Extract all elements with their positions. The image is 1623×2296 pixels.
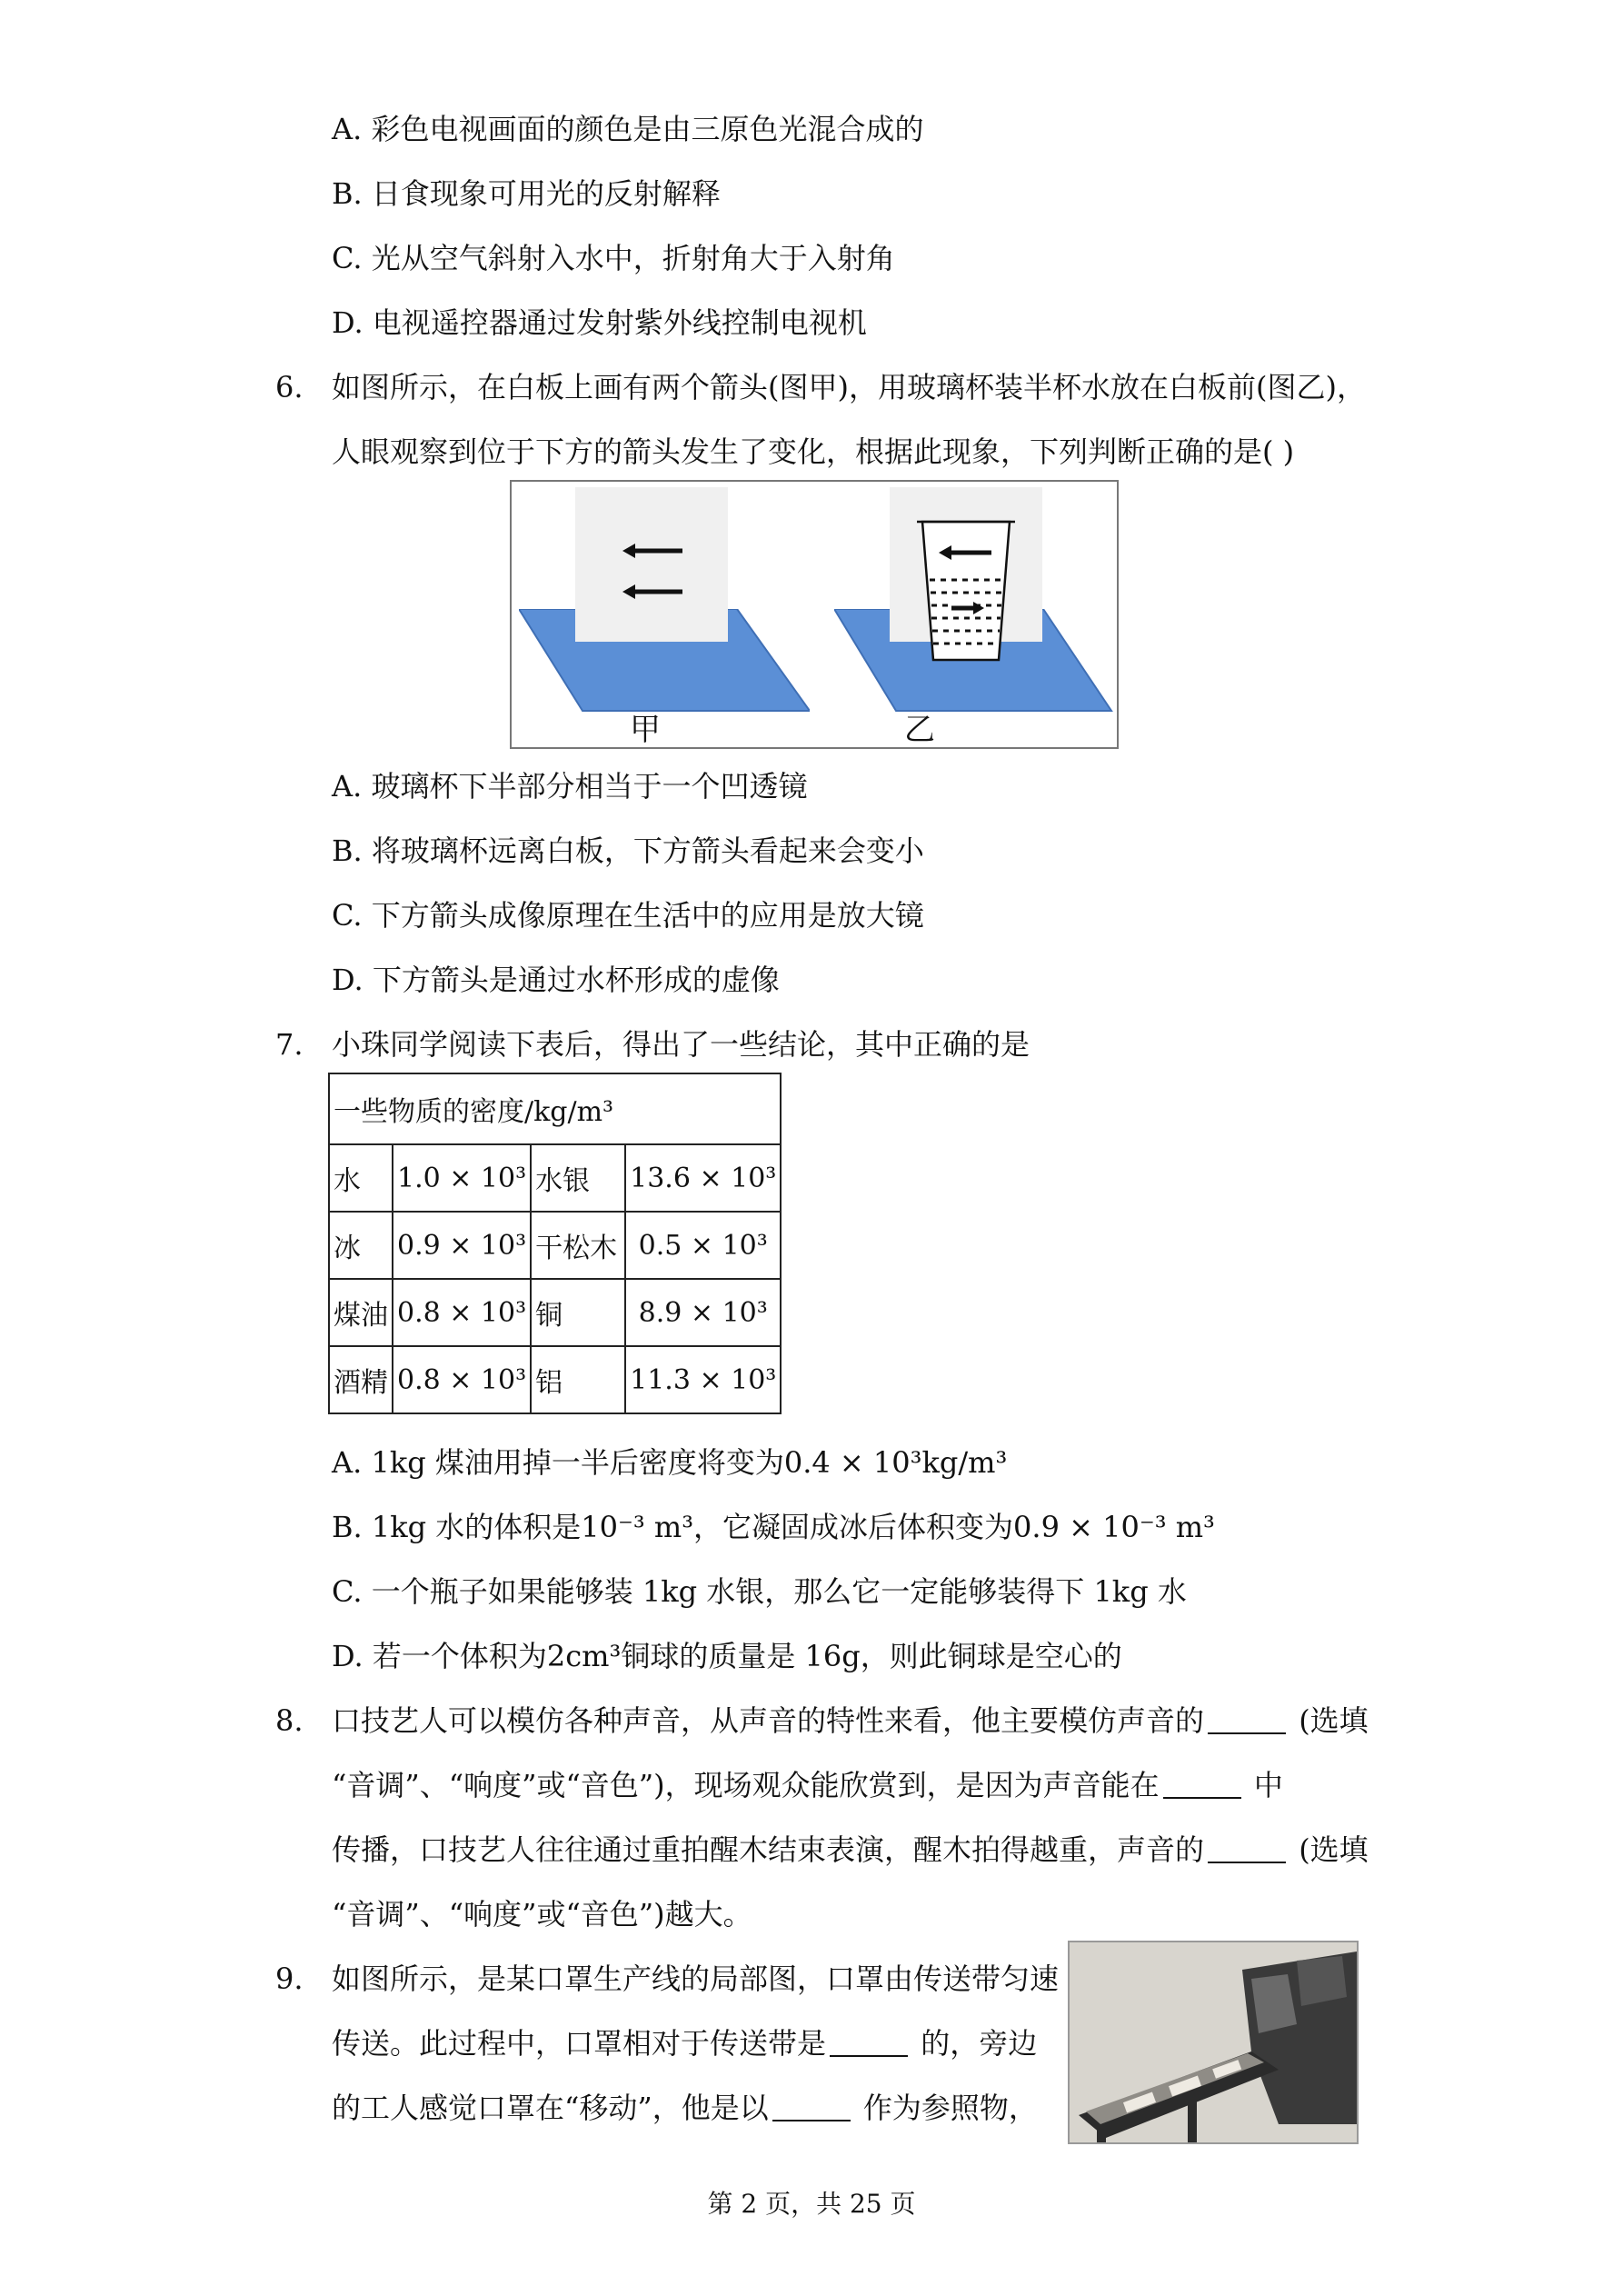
q9-line2 bbox=[332, 2023, 1037, 2063]
q7-option-a: A. 1kg 煤油用掉一半后密度将变为0.4 × 10³kg/m³ bbox=[332, 1445, 1008, 1480]
q8-line3-text: 传播，口技艺人往往通过重拍醒木结束表演，醒木拍得越重，声音的 bbox=[332, 1832, 1205, 1867]
q9-line3-tail: 作为参照物， bbox=[853, 2091, 1038, 2125]
q6-option-b: B. 将玻璃杯远离白板，下方箭头看起来会变小 bbox=[332, 834, 924, 868]
q7-number: 7. bbox=[275, 1027, 304, 1062]
table-cell: 8.9 × 10³ bbox=[625, 1279, 781, 1346]
q8-line2-text: “音调”、“响度”或“音色”)，现场观众能欣赏到，是因为声音能在 bbox=[332, 1768, 1160, 1802]
q9-line2-text: 传送。此过程中，口罩相对于传送带是 bbox=[332, 2026, 827, 2061]
table-title-row bbox=[329, 1073, 781, 1144]
table-row bbox=[329, 1144, 781, 1212]
glass-of-water-icon bbox=[890, 487, 1042, 669]
caption-right: 乙 bbox=[904, 712, 935, 748]
mask-production-line-photo bbox=[1068, 1941, 1359, 2144]
q9-line3 bbox=[332, 2088, 1038, 2128]
q6-stem-line1: 如图所示，在白板上画有两个箭头(图甲)，用玻璃杯装半杯水放在白板前(图乙)， bbox=[332, 370, 1366, 404]
q8-line3 bbox=[332, 1830, 1369, 1870]
q5-option-c: C. 光从空气斜射入水中，折射角大于入射角 bbox=[332, 241, 895, 275]
whiteboard-left bbox=[575, 487, 728, 642]
q8-line1-text: 口技艺人可以模仿各种声音，从声音的特性来看，他主要模仿声音的 bbox=[332, 1703, 1205, 1738]
conveyor-belt-icon bbox=[1070, 1942, 1357, 2142]
table-cell: 0.8 × 10³ bbox=[393, 1346, 531, 1413]
arrows-left-icon bbox=[575, 487, 728, 642]
q5-option-a: A. 彩色电视画面的颜色是由三原色光混合成的 bbox=[332, 112, 924, 146]
density-table bbox=[328, 1073, 782, 1414]
table-cell: 水银 bbox=[531, 1144, 625, 1212]
q6-figure bbox=[510, 480, 1119, 749]
table-row bbox=[329, 1212, 781, 1279]
table-cell: 干松木 bbox=[531, 1212, 625, 1279]
q8-line3-tail: (选填 bbox=[1289, 1832, 1369, 1867]
q6-option-c: C. 下方箭头成像原理在生活中的应用是放大镜 bbox=[332, 898, 924, 933]
q7-option-d: D. 若一个体积为2cm³铜球的质量是 16g，则此铜球是空心的 bbox=[332, 1639, 1122, 1673]
q5-option-b: B. 日食现象可用光的反射解释 bbox=[332, 176, 721, 211]
table-row bbox=[329, 1279, 781, 1346]
q8-line2 bbox=[332, 1765, 1283, 1805]
q9-number: 9. bbox=[275, 1962, 304, 1996]
table-cell: 冰 bbox=[329, 1212, 393, 1279]
page-footer: 第 2 页，共 25 页 bbox=[707, 2189, 916, 2219]
table-cell: 0.5 × 10³ bbox=[625, 1212, 781, 1279]
q9-line2-tail: 的，旁边 bbox=[911, 2026, 1038, 2061]
q9-line3-text: 的工人感觉口罩在“移动”，他是以 bbox=[332, 2091, 769, 2125]
q7-option-b: B. 1kg 水的体积是10⁻³ m³，它凝固成冰后体积变为0.9 × 10⁻³ m³ bbox=[332, 1510, 1215, 1544]
q5-option-d: D. 电视遥控器通过发射紫外线控制电视机 bbox=[332, 305, 867, 340]
q8-line4: “音调”、“响度”或“音色”)越大。 bbox=[332, 1897, 752, 1932]
table-cell: 铝 bbox=[531, 1346, 625, 1413]
q8-number: 8. bbox=[275, 1703, 304, 1738]
q8-blank-2[interactable] bbox=[1163, 1772, 1241, 1799]
table-cell: 0.8 × 10³ bbox=[393, 1279, 531, 1346]
table-cell: 11.3 × 10³ bbox=[625, 1346, 781, 1413]
table-cell: 1.0 × 10³ bbox=[393, 1144, 531, 1212]
table-cell: 铜 bbox=[531, 1279, 625, 1346]
q7-stem: 小珠同学阅读下表后，得出了一些结论，其中正确的是 bbox=[332, 1027, 1031, 1062]
table-cell: 13.6 × 10³ bbox=[625, 1144, 781, 1212]
whiteboard-right bbox=[890, 487, 1042, 642]
q6-option-d: D. 下方箭头是通过水杯形成的虚像 bbox=[332, 963, 780, 997]
table-cell: 煤油 bbox=[329, 1279, 393, 1346]
q9-line1: 如图所示，是某口罩生产线的局部图，口罩由传送带匀速 bbox=[332, 1962, 1060, 1996]
table-row bbox=[329, 1346, 781, 1413]
q9-blank-2[interactable] bbox=[772, 2094, 851, 2121]
q8-blank-3[interactable] bbox=[1208, 1836, 1286, 1863]
q6-option-a: A. 玻璃杯下半部分相当于一个凹透镜 bbox=[332, 769, 808, 804]
q8-line1 bbox=[332, 1701, 1369, 1741]
table-cell: 水 bbox=[329, 1144, 393, 1212]
table-title: 一些物质的密度/kg/m³ bbox=[329, 1073, 781, 1144]
q8-line1-tail: (选填 bbox=[1289, 1703, 1369, 1738]
table-cell: 酒精 bbox=[329, 1346, 393, 1413]
q8-line2-tail: 中 bbox=[1244, 1768, 1283, 1802]
table-cell: 0.9 × 10³ bbox=[393, 1212, 531, 1279]
q8-blank-1[interactable] bbox=[1208, 1707, 1286, 1734]
q6-number: 6. bbox=[275, 370, 304, 404]
q7-option-c: C. 一个瓶子如果能够装 1kg 水银，那么它一定能够装得下 1kg 水 bbox=[332, 1574, 1187, 1609]
q6-stem-line2: 人眼观察到位于下方的箭头发生了变化，根据此现象，下列判断正确的是( ) bbox=[332, 434, 1295, 469]
caption-left: 甲 bbox=[630, 712, 661, 748]
q9-blank-1[interactable] bbox=[830, 2030, 908, 2057]
